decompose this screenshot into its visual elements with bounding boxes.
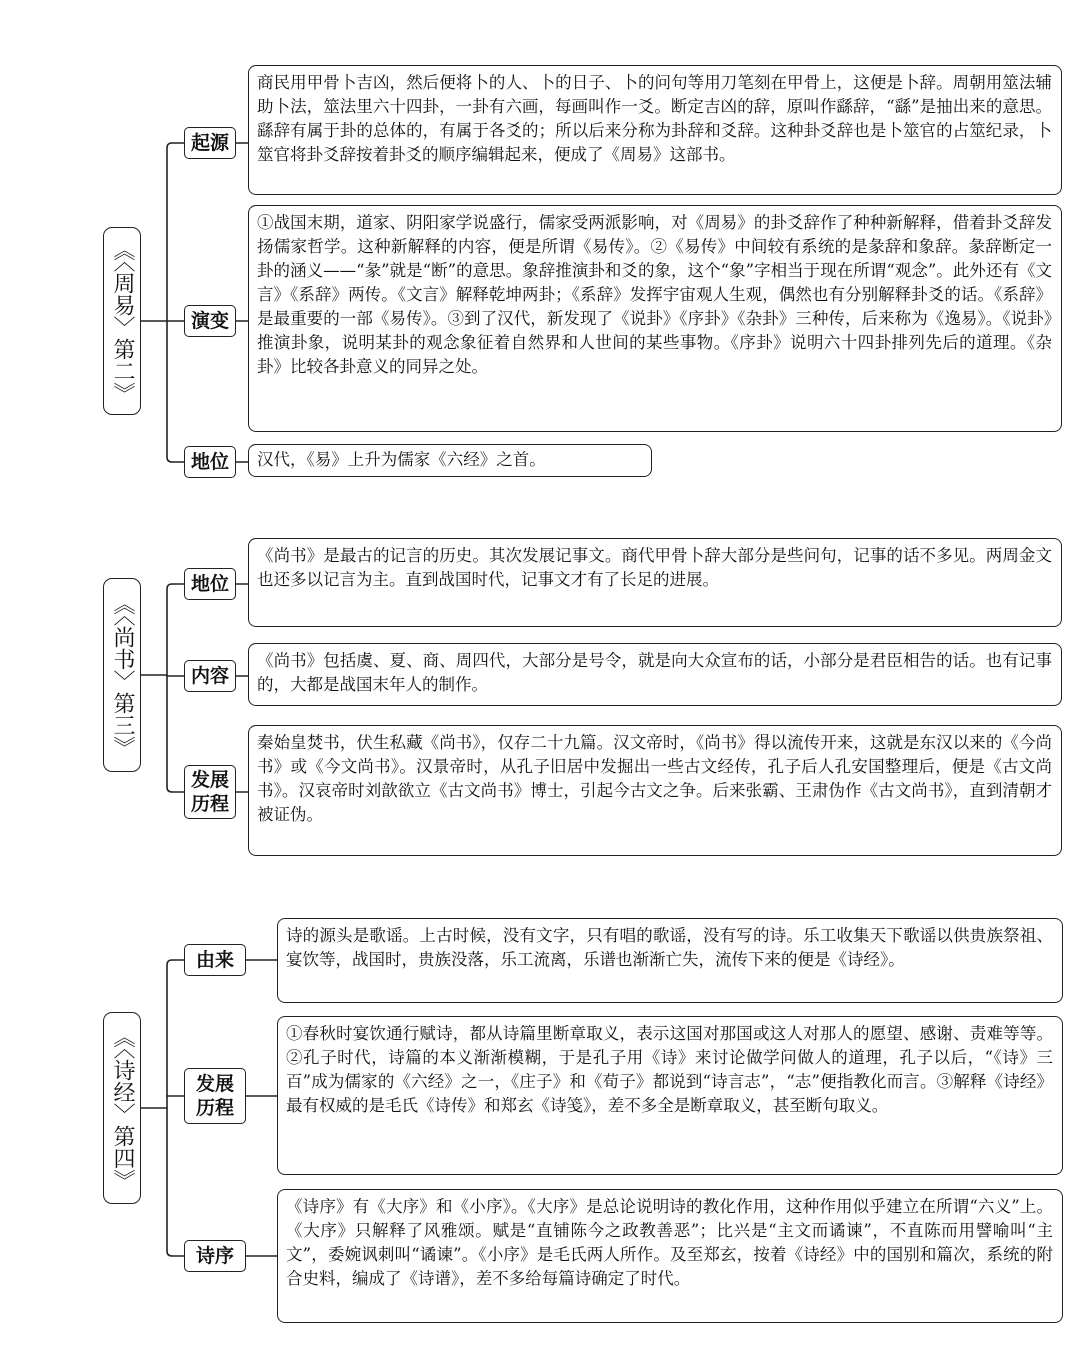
section-title-text: 《〈尚书〉第三》 — [110, 592, 135, 758]
branch-label-history: 发展 历程 — [184, 1068, 246, 1124]
spine-connector — [167, 584, 184, 792]
content-box-origin: 商民用甲骨卜吉凶，然后便将卜的人、卜的日子、卜的问句等用刀笔刻在甲骨上，这便是卜辞。周朝用筮法辅助卜法，筮法里六十四卦，一卦有六画，每画叫作一爻。断定吉凶的辞，原叫作繇辞，“繇”是抽出来的意思。繇辞有属于卦的总体的，有属于各爻的；所以后来分称为卦辞和爻辞。这种卦爻辞也是卜筮官的占筮纪录，卜筮官将卦爻辞按着卦爻的顺序编辑起来，便成了《周易》这部书。 — [248, 65, 1062, 195]
section-title-shijing — [103, 1012, 141, 1204]
content-box-history: ①春秋时宴饮通行赋诗，都从诗篇里断章取义，表示这国对那国或这人对那人的愿望、感谢、责难等等。②孔子时代，诗篇的本义渐渐模糊，于是孔子用《诗》来讨论做学问做人的道理，孔子以后，“《诗》三百”成为儒家的《六经》之一，《庄子》和《荀子》都说到“诗言志”，“志”便指教化而言。③解释《诗经》最有权威的是毛氏《诗传》和郑玄《诗笺》，差不多全是断章取义，甚至断句取义。 — [277, 1016, 1063, 1175]
branch-label-origin: 起源 — [184, 127, 236, 159]
branch-label-status: 地位 — [184, 568, 236, 600]
content-box-evolution: ①战国末期，道家、阴阳家学说盛行，儒家受两派影响，对《周易》的卦爻辞作了种种新解释，借着卦爻辞发扬儒家哲学。这种新解释的内容，便是所谓《易传》。②《易传》中间较有系统的是彖辞和象辞。彖辞断定一卦的涵义——“彖”就是“断”的意思。象辞推演卦和爻的象，这个“象”字相当于现在所谓“观念”。此外还有《文言》《系辞》两传。《文言》解释乾坤两卦；《系辞》发挥宇宙观人生观，偶然也有分别解释卦爻的话。《系辞》是最重要的一部《易传》。③到了汉代，新发现了《说卦》《序卦》《杂卦》三种传，后来称为《逸易》。《说卦》推演卦象，说明某卦的观念象征着自然界和人世间的某些事物。《序卦》说明六十四卦排列先后的道理。《杂卦》比较各卦意义的同异之处。 — [248, 205, 1062, 432]
branch-label-origin: 由来 — [184, 944, 246, 976]
content-box-preface: 《诗序》有《大序》和《小序》。《大序》是总论说明诗的教化作用，这种作用似乎建立在所谓“六义”上。《大序》只解释了风雅颂。赋是“直铺陈今之政教善恶”；比兴是“主文而谲谏”，不直陈而用譬喻叫“主文”，委婉讽刺叫“谲谏”。《小序》是毛氏两人所作。及至郑玄，按着《诗经》中的国别和篇次，系统的附合史料，编成了《诗谱》，差不多给每篇诗确定了时代。 — [277, 1189, 1063, 1323]
spine-connector — [167, 143, 184, 462]
content-box-origin: 诗的源头是歌谣。上古时候，没有文字，只有唱的歌谣，没有写的诗。乐工收集天下歌谣以供贵族祭祖、宴饮等，战国时，贵族没落，乐工流离，乐谱也渐渐亡失，流传下来的便是《诗经》。 — [277, 918, 1063, 1003]
branch-label-content: 内容 — [184, 660, 236, 692]
section-title-text: 《〈诗经〉第四》 — [110, 1025, 135, 1191]
section-title-shangshu — [103, 578, 141, 772]
branch-label-preface: 诗序 — [184, 1240, 246, 1272]
content-box-status: 汉代，《易》上升为儒家《六经》之首。 — [248, 444, 652, 477]
spine-connector — [167, 960, 184, 1256]
branch-label-status: 地位 — [184, 446, 236, 478]
section-title-zhouyi — [103, 227, 141, 415]
content-box-history: 秦始皇焚书，伏生私藏《尚书》，仅存二十九篇。汉文帝时，《尚书》得以流传开来，这就是东汉以来的《今尚书》或《今文尚书》。汉景帝时，从孔子旧居中发掘出一些古文经传，孔子后人孔安国整理后，便是《古文尚书》。汉哀帝时刘歆欲立《古文尚书》博士，引起今古文之争。后来张霸、王肃伪作《古文尚书》，直到清朝才被证伪。 — [248, 725, 1062, 856]
branch-label-evolution: 演变 — [184, 305, 236, 337]
section-title-text: 《〈周易〉第二》 — [110, 238, 135, 404]
content-box-content: 《尚书》包括虞、夏、商、周四代，大部分是号令，就是向大众宣布的话，小部分是君臣相告的话。也有记事的，大都是战国末年人的制作。 — [248, 643, 1062, 706]
content-box-status: 《尚书》是最古的记言的历史。其次发展记事文。商代甲骨卜辞大部分是些问句，记事的话不多见。两周金文也还多以记言为主。直到战国时代，记事文才有了长足的进展。 — [248, 538, 1062, 627]
branch-label-history: 发展 历程 — [184, 765, 236, 819]
